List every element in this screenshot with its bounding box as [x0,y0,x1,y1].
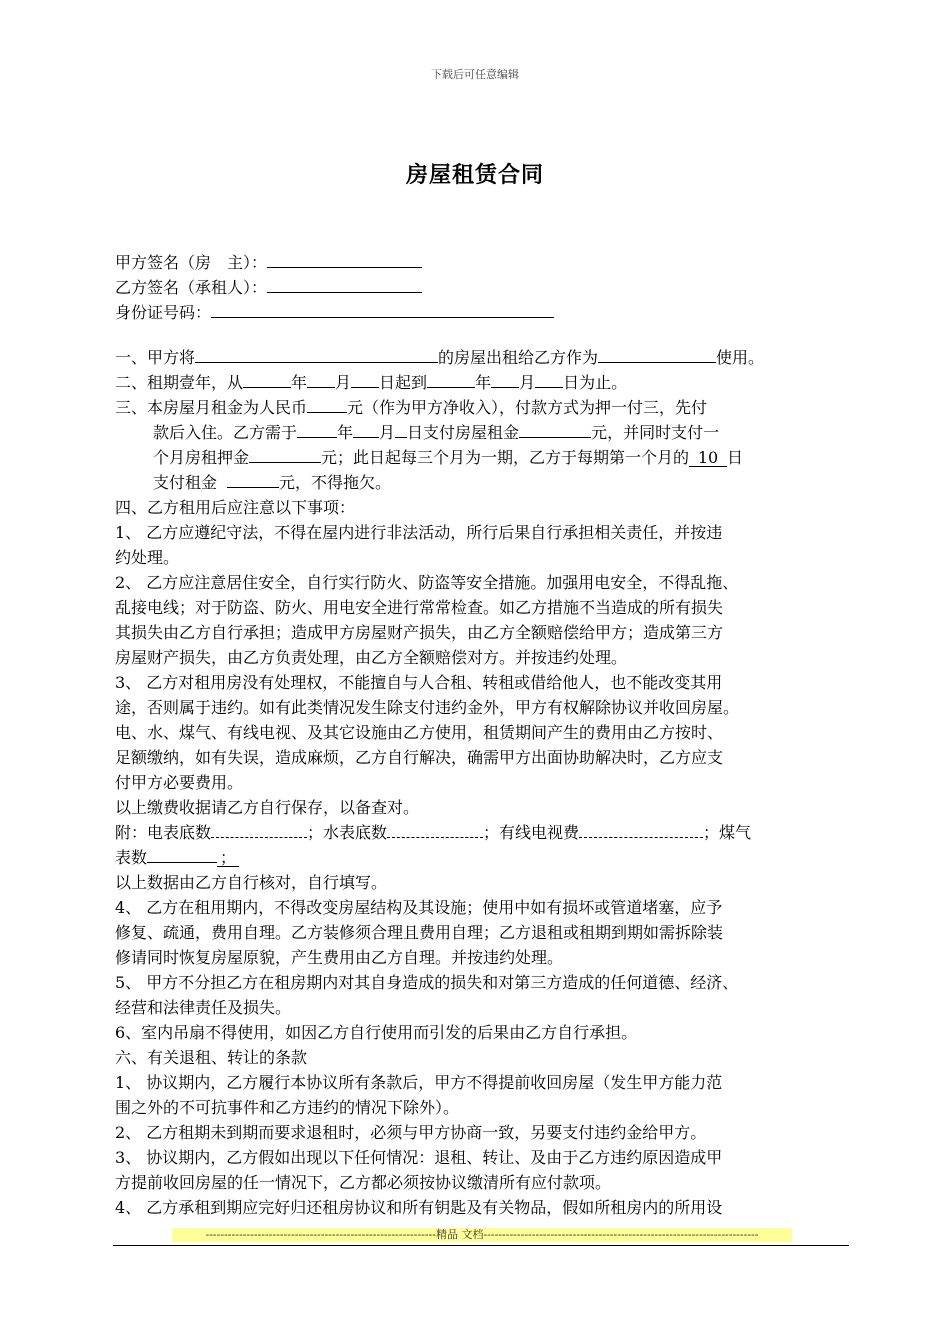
id-number-line [115,300,855,325]
clause-text: 三、本房屋月租金为人民币 [115,398,308,417]
clause-6-1: 围之外的不可抗事件和乙方违约的情况下除外）。 [115,1098,460,1117]
gas-meter-suffix: ； [217,849,239,867]
clause-text: 个月房租押金 [153,448,250,467]
property-address-blank[interactable] [195,345,438,363]
attachment-line [115,820,855,845]
clause-text: 月 [519,373,536,392]
start-day-blank[interactable] [351,370,379,388]
clause-4-4: 修复、疏通，费用自理。乙方装修须合理且费用自理；乙方退租或租期到期如需拆除装 [115,923,724,942]
clause-6-3: 3、 协议期内，乙方假如出现以下任何情况：退租、转让、及由于乙方违约原因造成甲 [115,1148,723,1167]
clause-6-1: 1、 协议期内，乙方履行本协议所有条款后，甲方不得提前收回房屋（发生甲方能力范 [115,1073,723,1092]
signature-line-party-a [115,250,855,275]
rent-amount-blank[interactable] [519,420,591,438]
clause-text: 月 [335,373,352,392]
payment-day-field[interactable]: 10 [689,449,727,467]
document-title: 房屋租赁合同 [405,162,544,188]
receipt-note: 以上缴费收据请乙方自行保存，以备查对。 [115,798,420,817]
deposit-blank[interactable] [249,445,321,463]
clause-6-4: 4、 乙方承租到期应完好归还租房协议和所有钥匙及有关物品，假如所租房内的所用设 [115,1198,723,1217]
clause-text: 附：电表底数 [115,823,212,842]
clause-3-line-4 [115,470,855,495]
party-b-label: 乙方签名（承租人）： [115,278,268,297]
clause-text: 使用。 [716,348,765,367]
clause-2 [115,370,855,395]
start-year-blank[interactable] [243,370,291,388]
clause-3-line-2 [115,420,855,445]
header-note: 下载后可任意编辑 [431,68,519,81]
end-day-blank[interactable] [535,370,563,388]
clause-text: 日起到 [379,373,428,392]
clause-text: 二、租期壹年，从 [115,373,244,392]
clause-text: 日 [727,448,744,467]
clause-4-3: 付甲方必要费用。 [115,773,244,792]
clause-text: 元，并同时支付一 [591,423,720,442]
clause-4-2: 乱接电线；对于防盗、防火、用电安全进行常常检查。如乙方措施不当造成的所有损失 [115,598,724,617]
electric-meter-blank[interactable] [211,820,307,838]
clause-4-2: 其损失由乙方自行承担；造成甲方房屋财产损失，由乙方全额赔偿给甲方；造成第三方 [115,623,724,642]
clause-text: 日支付房屋租金 [407,423,520,442]
water-meter-blank[interactable] [387,820,483,838]
clause-4-5: 经营和法律责任及损失。 [115,998,292,1017]
clause-4-1: 1、 乙方应遵纪守法，不得在屋内进行非法活动，所行后果自行承担相关责任，并按违 [115,523,723,542]
cable-tv-fee-blank[interactable] [579,820,703,838]
attachment-line-2 [115,845,855,870]
party-a-signature-blank[interactable] [267,250,422,268]
clause-4-3: 足额缴纳，如有失误，造成麻烦，乙方自行解决，确需甲方出面协助解决时，乙方应支 [115,748,724,767]
pay-month-blank[interactable] [353,420,379,438]
id-number-label: 身份证号码： [115,303,212,322]
clause-6-2: 2、 乙方租期未到期而要求退租时，必须与甲方协商一致，另要支付违约金给甲方。 [115,1123,707,1142]
clause-4-6: 6、室内吊扇不得使用，如因乙方自行使用而引发的后果由乙方自行承担。 [115,1023,638,1042]
clause-text: 的房屋出租给乙方作为 [438,348,599,367]
clause-text: 款后入住。乙方需于 [153,423,298,442]
clause-text: 日为止。 [563,373,628,392]
clause-text: 元（作为甲方净收入），付款方式为押一付三，先付 [347,398,708,417]
clause-1 [115,345,855,370]
party-a-label: 甲方签名（房 主）： [115,253,268,272]
clause-text: ；水表底数 [307,823,388,842]
usage-blank[interactable] [598,345,716,363]
clause-text: 年 [475,373,492,392]
clause-text: 一、甲方将 [115,348,196,367]
clause-4-1: 约处理。 [115,548,180,567]
clause-3-line-3 [115,445,855,470]
clause-text: 表数 [115,848,148,867]
clause-3-line-1 [115,395,855,420]
attachment-note: 以上数据由乙方自行核对，自行填写。 [115,873,388,892]
clause-6-3: 方提前收回房屋的任一情况下，乙方都必须按协议缴清所有应付款项。 [115,1173,612,1192]
clause-4-4: 4、 乙方在租用期内，不得改变房屋结构及其设施；使用中如有损坏或管道堵塞，应予 [115,898,723,917]
pay-day-blank[interactable] [395,420,407,438]
start-month-blank[interactable] [307,370,335,388]
clause-4-5: 5、 甲方不分担乙方在租房期内对其自身造成的损失和对第三方造成的任何道德、经济、 [115,973,739,992]
id-number-blank[interactable] [211,300,554,318]
clause-4-heading: 四、乙方租用后应注意以下事项： [115,498,356,517]
signature-line-party-b [115,275,855,300]
pay-year-blank[interactable] [297,420,337,438]
clause-text: 年 [291,373,308,392]
clause-4-2: 房屋财产损失，由乙方负责处理，由乙方全额赔偿对方。并按违约处理。 [115,648,628,667]
clause-text: 支付租金 [153,473,218,492]
clause-text: ；有线电视费 [483,823,580,842]
clause-4-2: 2、 乙方应注意居住安全，自行实行防火、防盗等安全措施。加强用电安全，不得乱拖、 [115,573,739,592]
clause-4-3: 途，否则属于违约。如有此类情况发生除支付违约金外，甲方有权解除协议并收回房屋。 [115,698,740,717]
spacer [115,325,855,345]
clause-4-3: 电、水、煤气、有线电视、及其它设施由乙方使用，租赁期间产生的费用由乙方按时、 [115,723,724,742]
contract-body [115,250,855,1220]
clause-text: 元；此日起每三个月为一期，乙方于每期第一个月的 [321,448,690,467]
clause-4-4: 修请同时恢复房屋原貌，产生费用由乙方自理。并按违约处理。 [115,948,564,967]
gas-meter-blank[interactable] [147,845,217,863]
end-month-blank[interactable] [491,370,519,388]
clause-text: 月 [379,423,396,442]
monthly-rent-blank[interactable] [307,395,347,413]
footer-watermark-band: --------------------------------------------------------------精品 文档-------------------------------------------------------------------------- [172,1228,792,1242]
end-year-blank[interactable] [427,370,475,388]
clause-text: 年 [337,423,354,442]
party-b-signature-blank[interactable] [267,275,422,293]
clause-text: ；煤气 [703,823,752,842]
clause-text: 元，不得拖欠。 [279,473,392,492]
period-rent-blank[interactable] [227,470,279,488]
clause-4-3: 3、 乙方对租用房没有处理权，不能擅自与人合租、转租或借给他人，也不能改变其用 [115,673,723,692]
clause-6-heading: 六、有关退租、转让的条款 [115,1048,308,1067]
footer-divider [113,1245,849,1246]
